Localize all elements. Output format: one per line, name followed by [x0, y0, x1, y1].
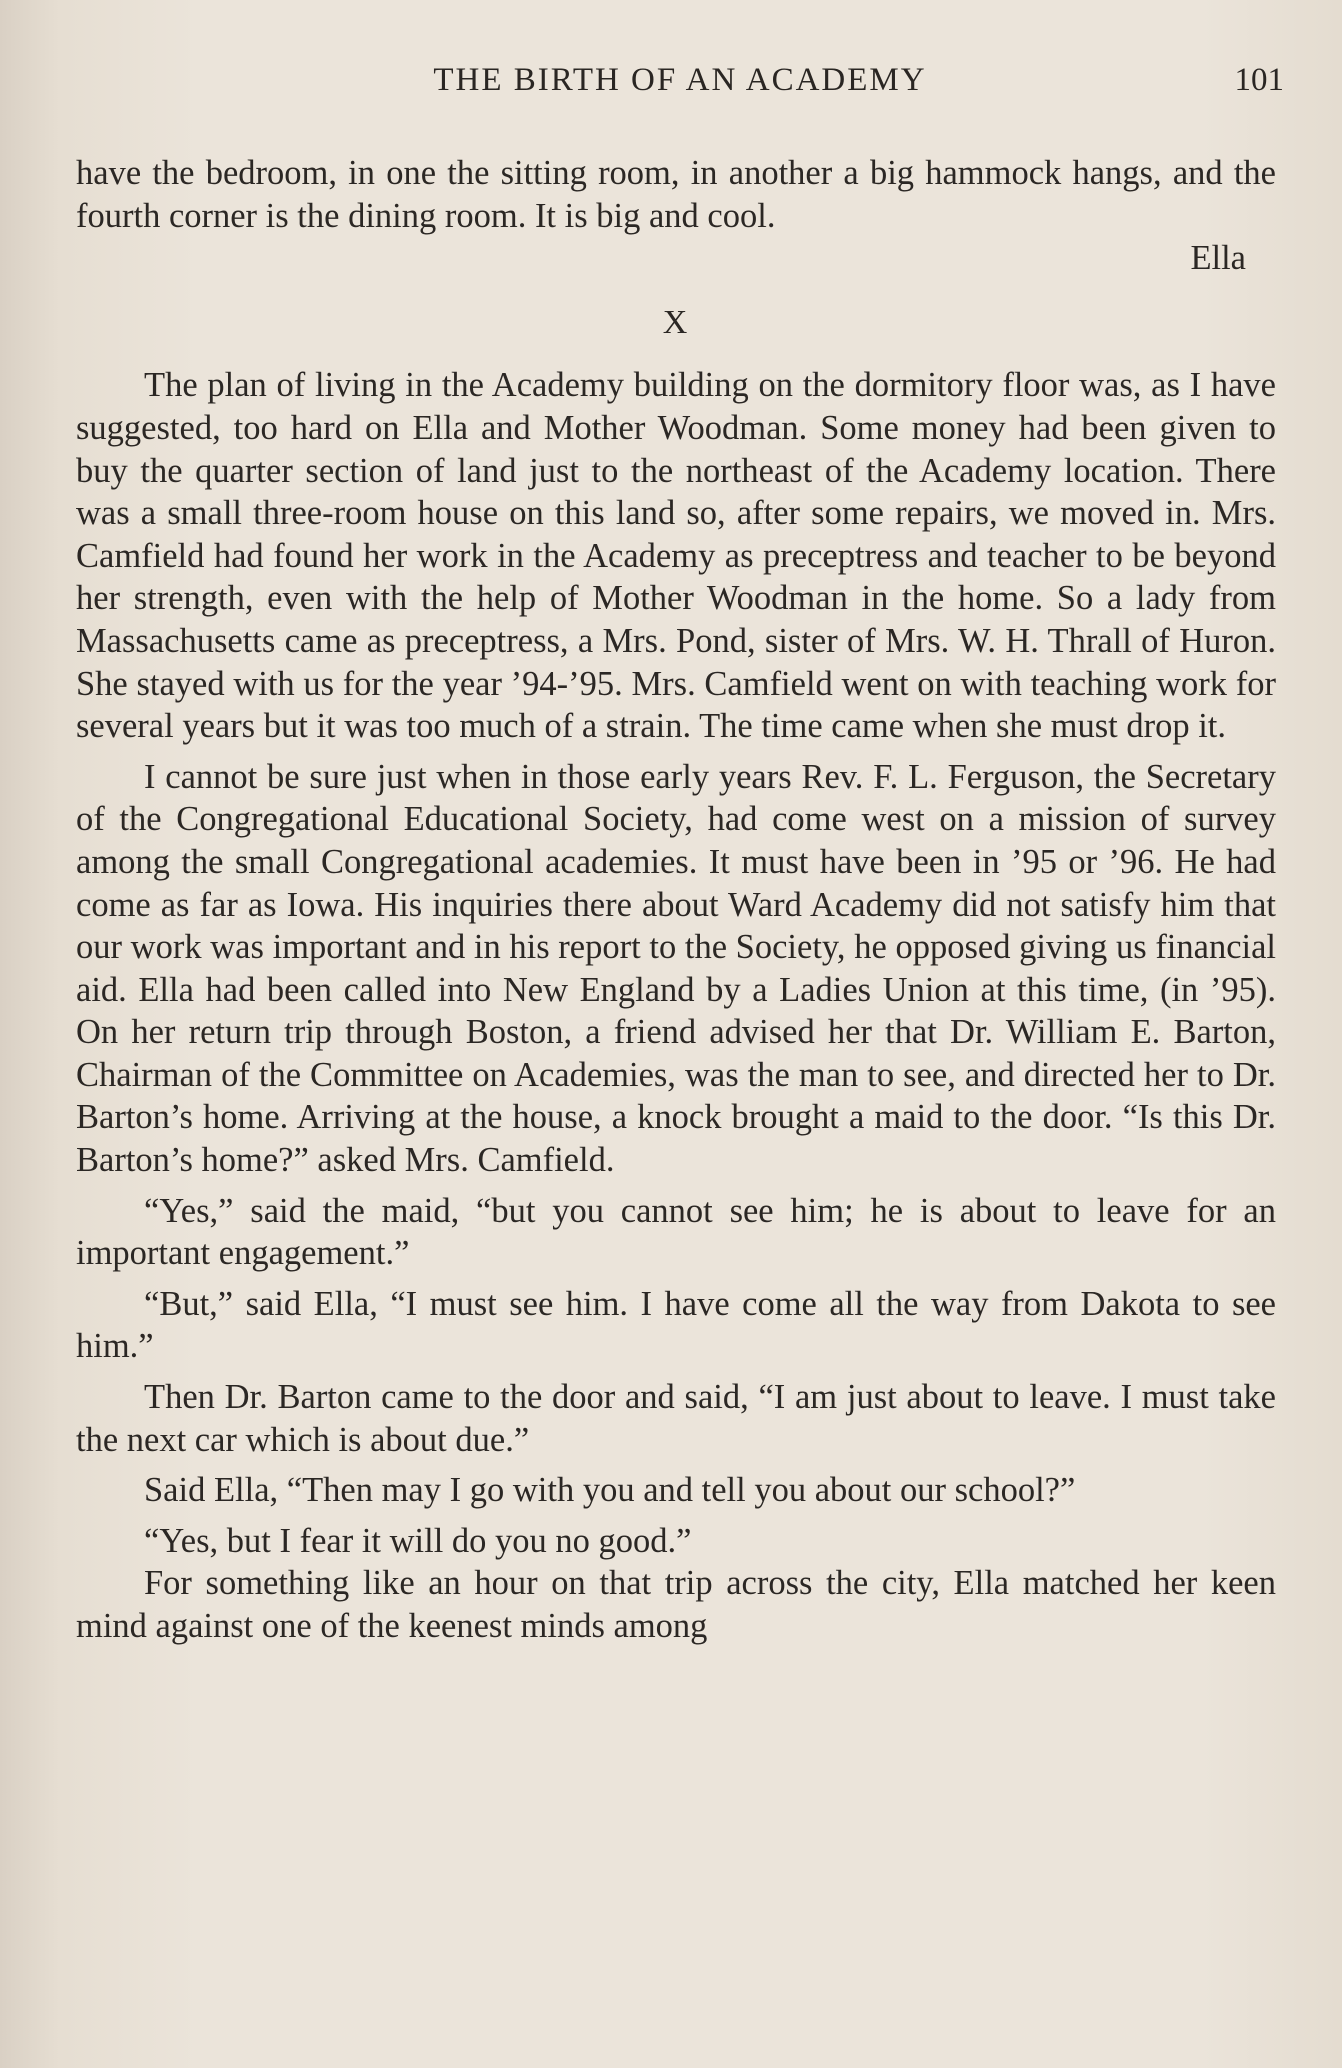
page-header — [70, 62, 1290, 112]
section-heading: X — [662, 303, 690, 341]
paragraph: Said Ella, “Then may I go with you and tell you about our school?” — [144, 1471, 1076, 1510]
paragraph-continued: have the bedroom, in one the sitting room, in another a big hammock hangs, and the fourth corner is the dining room. It is big and cool. — [76, 154, 1276, 235]
paragraph: Then Dr. Barton came to the door and said, “I am just about to leave. I must take the next car which is about due.” — [76, 1378, 1276, 1459]
page-body — [76, 152, 1276, 1648]
paragraph: “But,” said Ella, “I must see him. I have come all the way from Dakota to see him.” — [76, 1284, 1276, 1366]
letter-signature: Ella — [1190, 239, 1246, 278]
paragraph: For something like an hour on that trip across the city, Ella matched her keen mind against one of the keenest minds among — [76, 1564, 1276, 1645]
paragraph: I cannot be sure just when in those early years Rev. F. L. Ferguson, the Secretary of the Congregational Educational Society, had come west on a mission of survey among the small Congregational academies. It must have been in ’95 or ’96. He had come as far as Iowa. His inquiries there about Ward Academy did not satisfy him that our work was important and in his report to the Society, he opposed giving us financial aid. Ella had been called into New England by a Ladies Union at this time, (in ’95). On her return trip through Boston, a friend advised her that Dr. William E. Barton, Chairman of the Committee on Academies, was the man to see, and directed her to Dr. Barton’s home. Arriving at the house, a knock brought a maid to the door. “Is this Dr. Barton’s home?” asked Mrs. Camfield. — [76, 757, 1276, 1180]
page-number: 101 — [1234, 62, 1284, 98]
paragraph: “Yes,” said the maid, “but you cannot see him; he is about to leave for an important engagement.” — [76, 1191, 1276, 1273]
running-title: THE BIRTH OF AN ACADEMY — [433, 62, 927, 98]
paragraph: “Yes, but I fear it will do you no good.” — [144, 1521, 692, 1560]
paragraph: The plan of living in the Academy building on the dormitory floor was, as I have suggested, too hard on Ella and Mother Woodman. Some money had been given to buy the quarter section of land just to the northeast of the Academy location. There was a small three-room house on this land so, after some repairs, we moved in. Mrs. Camfield had found her work in the Academy as preceptress and teacher to be beyond her strength, even with the help of Mother Woodman in the home. So a lady from Massachusetts came as preceptress, a Mrs. Pond, sister of Mrs. W. H. Thrall of Huron. She stayed with us for the year ’94-’95. Mrs. Camfield went on with teaching work for several years but it was too much of a strain. The time came when she must drop it. — [76, 366, 1276, 746]
